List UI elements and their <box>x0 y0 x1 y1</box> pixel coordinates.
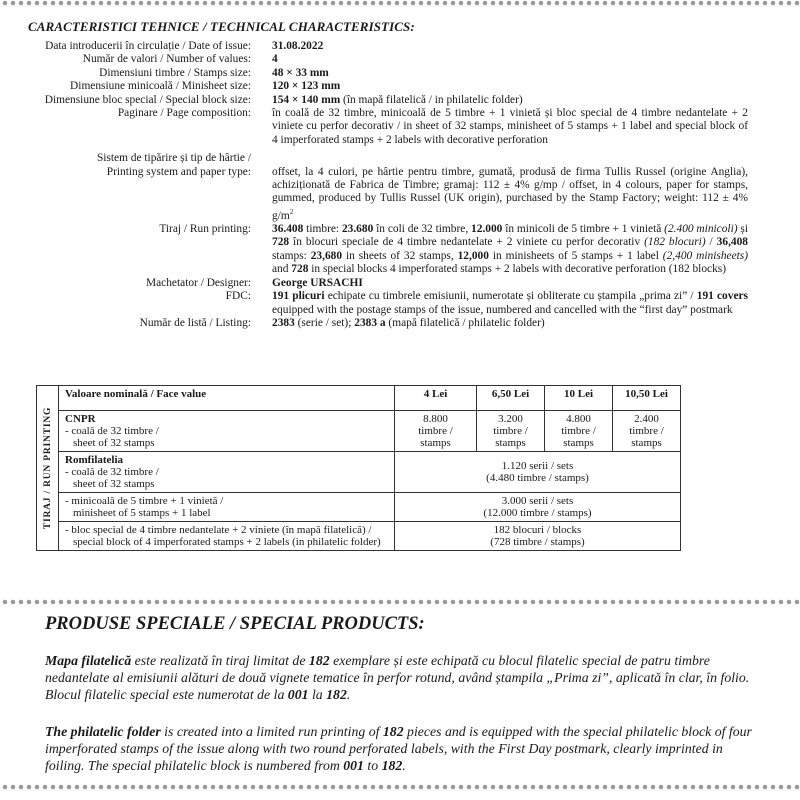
spec-label: Dimensiune minicoală / Minisheet size: <box>70 80 251 93</box>
spec-value: în coală de 32 timbre, minicoală de 5 timbre + 1 vinietă și bloc special de 4 timbre nedantelate + 2 viniete cu perfor decorativ / in sheet of 32 stamps, minisheet of 5 stamps + 1 label and special block of 4 imperforated stamps + 2 labels with decorative perforation <box>272 107 748 146</box>
spec-label: Data introducerii în circulație / Date of issue: <box>45 40 251 52</box>
spec-label: Dimensiuni timbre / Stamps size: <box>99 66 251 79</box>
spec-value: 36.408 timbre: 23.680 în coli de 32 timbre, 12.000 în minicoli de 5 timbre + 1 vinietă (2.400 minicoli) și 728 în blocuri speciale de 4 timbre nedantelate + 2 viniete cu perfor decorativ (182 blocuri) / 36,408 stamps: 23,680 in sheets of 32 stamps, 12,000 in minisheets of 5 stamps + 1 label (2,400 minisheets) and 728 in special blocks 4 imperforated stamps + 2 labels with decorative perforation (182 blocks) <box>272 223 749 276</box>
run-printing-table <box>36 385 749 551</box>
spec-row-values <box>0 53 800 66</box>
spec-label: Tiraj / Run printing: <box>159 223 251 236</box>
spec-row-printing-system: Sistem de tipărire și tip de hârtie / Printing system and paper type: offset, la 4 culori, pe hârtie pentru timbre, gumată, produsă de firma Tullis Russel (origine Anglia), achiziționată de Fabrica de Timbre; gramaj: 112 ± 4% g/mp / offset, in 4 colours, paper for stamps, gummed, produced by Tullis Russel (UK origin), purchased by the Stamp Factory; weight: 112 ± 4% $g/m^2$ <box>0 152 800 223</box>
table-row-cnpr <box>37 411 749 452</box>
spec-label: Dimensiune bloc special / Special block size: <box>44 93 251 106</box>
spec-row-page-composition <box>0 107 800 147</box>
row-label: - bloc special de 4 timbre nedantelate + 2 viniete (în mapă filatelică) / special block of 4 imperforated stamps + 2 labels (in philatelic folder) <box>59 522 395 551</box>
special-products-ro-paragraph: Mapa filatelică este realizată în tiraj limitat de 182 exemplare și este echipată cu blocul filatelic special de patru timbre nedantelate al emisiunii alături de două vignete tematice în perfor rotund, având ștampila „Prima zi”, aplicată în clar, în folio. Blocul filatelic special este numerotat de la 001 la 182. <box>45 653 750 702</box>
table-cell: 8.800 timbre / stamps <box>395 411 477 452</box>
table-side-label: TIRAJ / RUN PRINTING <box>37 386 59 551</box>
spec-row-fdc <box>0 290 800 317</box>
spec-value: George URSACHI <box>272 276 363 289</box>
spec-label: Sistem de tipărire și tip de hârtie / <box>96 152 251 165</box>
table-header-label: Valoare nominală / Face value <box>59 386 395 411</box>
spec-row-run-printing <box>0 223 800 277</box>
spec-row-listing <box>0 317 800 330</box>
spec-value: 191 plicuri echipate cu timbrele emisiunii, numerotate și obliterate cu ștampila „prima zi” / 191 covers equipped with the postage stamps of the issue, numbered and cancelled with the “first day” postmark <box>272 290 748 316</box>
spec-value: 48 × 33 mm <box>272 66 329 79</box>
special-products-heading: PRODUSE SPECIALE / SPECIAL PRODUCTS: <box>45 614 425 634</box>
spec-value: 120 × 123 mm <box>272 80 341 93</box>
face-value-6-50: 6,50 Lei <box>477 386 545 411</box>
spec-value: 4 <box>272 53 278 66</box>
spec-row-date <box>0 40 800 53</box>
spec-label: Printing system and paper type: <box>106 165 251 178</box>
spec-value: 31.08.2022 <box>272 40 324 52</box>
table-cell: 3.200 timbre / stamps <box>477 411 545 452</box>
table-row-minisheet <box>37 493 749 522</box>
dotted-divider-middle <box>0 599 800 605</box>
table-cell: 4.800 timbre / stamps <box>545 411 613 452</box>
spec-value: 2383 (serie / set); 2383 a (mapă filatelică / philatelic folder) <box>272 316 545 329</box>
table-cell: 3.000 serii / sets (12.000 timbre / stamps) <box>395 493 681 522</box>
table-row-block <box>37 522 749 551</box>
face-value-4: 4 Lei <box>395 386 477 411</box>
spec-label: Număr de valori / Number of values: <box>82 53 251 66</box>
row-label: - minicoală de 5 timbre + 1 vinietă / minisheet of 5 stamps + 1 label <box>59 493 395 522</box>
spec-label: FDC: <box>225 290 251 303</box>
spec-row-block-size: Dimensiune bloc special / Special block size: 154 × 140 mm (în mapă filatelică / in philatelic folder) <box>0 94 800 107</box>
row-label: Romfilatelia - coală de 32 timbre / sheet of 32 stamps <box>59 452 395 493</box>
spec-row-minisheet-size <box>0 80 800 93</box>
face-value-10: 10 Lei <box>545 386 613 411</box>
face-value-10-50: 10,50 Lei <box>613 386 681 411</box>
dotted-divider-top <box>0 0 800 6</box>
table-row-romfilatelia <box>37 452 749 493</box>
table-cell: 1.120 serii / sets (4.480 timbre / stamps) <box>395 452 681 493</box>
spec-label: Număr de listă / Listing: <box>139 316 251 329</box>
spec-label: Paginare / Page composition: <box>117 107 251 120</box>
spec-row-stamp-size <box>0 67 800 80</box>
table-cell: 182 blocuri / blocks (728 timbre / stamps) <box>395 522 681 551</box>
dotted-divider-bottom <box>0 784 800 790</box>
special-products-en-paragraph: The philatelic folder is created into a limited run printing of 182 pieces and is equipped with the special philatelic block of four imperforated stamps of the issue along with two round perforated labels, with the First Day postmark, clearly imprinted in foiling. The special philatelic block is numbered from 001 to 182. <box>45 724 752 773</box>
table-cell: 2.400 timbre / stamps <box>613 411 681 452</box>
row-label: CNPR - coală de 32 timbre / sheet of 32 stamps <box>59 411 395 452</box>
technical-heading: CARACTERISTICI TEHNICE / TECHNICAL CHARACTERISTICS: <box>28 19 415 34</box>
spec-value: offset, la 4 culori, pe hârtie pentru timbre, gumată, produsă de firma Tullis Russel (origine Anglia), achiziționată de Fabrica de Timbre; gramaj: 112 ± 4% g/mp / offset, in 4 colours, paper for stamps, gummed, produced by Tullis Russel (UK origin), purchased by the Stamp Factory; weight: 112 ± 4% g/m <box>272 165 748 222</box>
technical-spec-list <box>0 40 800 330</box>
spec-row-designer <box>0 277 800 290</box>
spec-label: Machetator / Designer: <box>145 276 251 289</box>
